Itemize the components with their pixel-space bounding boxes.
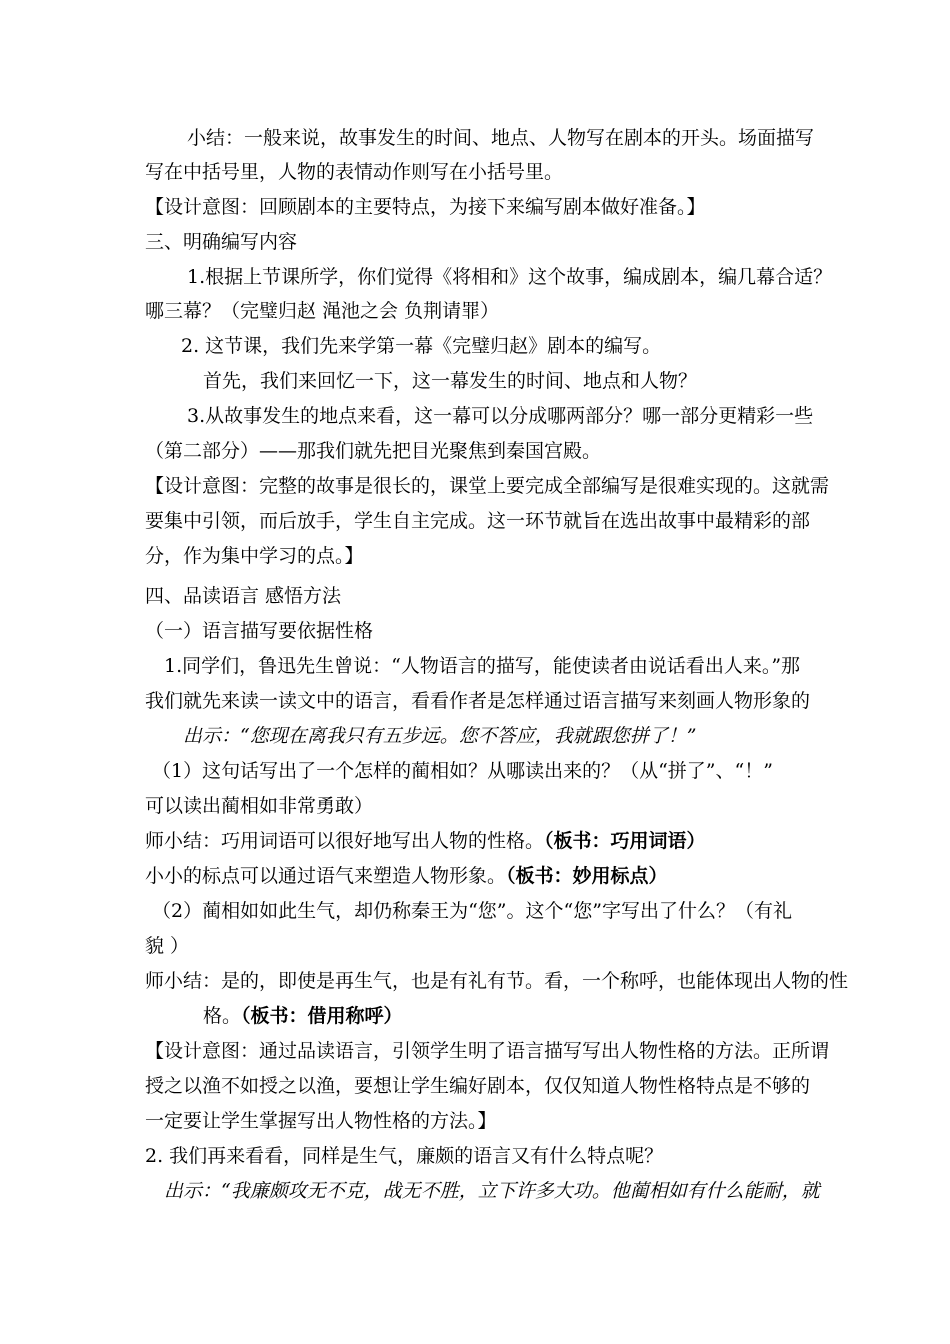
- teacher-summary-1: [145, 829, 706, 853]
- teacher-summary-3-line-2: [203, 1004, 403, 1028]
- design-intent-2-line-2: 要集中引领，而后放手，学生自主完成。这一环节就旨在选出故事中最精彩的部: [145, 510, 811, 532]
- summary-line-2: 写在中括号里，人物的表情动作则写在小括号里。: [145, 161, 564, 183]
- section-3-heading: 三、明确编写内容: [145, 231, 298, 253]
- question-1-line-2: 哪三幕？（完璧归赵 渑池之会 负荆请罪）: [145, 300, 500, 322]
- sub-question-2-line-1: （2）蔺相如如此生气，却仍称秦王为“您”。这个“您”字写出了什么？（有礼: [152, 900, 792, 922]
- item-2: 2. 我们再来看看，同样是生气，廉颇的语言又有什么特点呢？: [145, 1145, 664, 1167]
- item-1-line-1: 1.同学们，鲁迅先生曾说：“人物语言的描写，能使读者由说话看出人来。”那: [164, 655, 801, 677]
- sub-question-2-line-2: 貌 ）: [145, 935, 190, 957]
- design-intent-3-line-1: 【设计意图：通过品读语言，引领学生明了语言描写写出人物性格的方法。正所谓: [145, 1040, 830, 1062]
- design-intent-3-line-2: 授之以渔不如授之以渔，要想让学生编好剧本，仅仅知道人物性格特点是不够的: [145, 1075, 811, 1097]
- summary-line-1: 小结：一般来说，故事发生的时间、地点、人物写在剧本的开头。场面描写: [187, 127, 815, 149]
- question-3-line-2: （第二部分）——那我们就先把目光聚焦到秦国宫殿。: [145, 440, 602, 462]
- design-intent-3-line-3: 一定要让学生掌握写出人物性格的方法。】: [145, 1110, 497, 1132]
- question-2: 2. 这节课，我们先来学第一幕《完璧归赵》剧本的编写。: [181, 335, 662, 357]
- question-2-followup: 首先，我们来回忆一下，这一幕发生的时间、地点和人物？: [203, 370, 698, 392]
- design-intent-2-line-1: 【设计意图：完整的故事是很长的，课堂上要完成全部编写是很难实现的。这就需: [145, 475, 830, 497]
- design-intent-1: 【设计意图：回顾剧本的主要特点，为接下来编写剧本做好准备。】: [145, 196, 706, 218]
- teacher-summary-3-line-1: 师小结：是的，即使是再生气，也是有礼有节。看，一个称呼，也能体现出人物的性: [145, 970, 849, 992]
- board-note-2: （板书：妙用标点）: [506, 865, 668, 887]
- teacher-summary-2: [145, 864, 668, 888]
- design-intent-2-line-3: 分，作为集中学习的点。】: [145, 545, 364, 567]
- quote-display-2: 出示：“我廉颇攻无不克，战无不胜，立下许多大功。他蔺相如有什么能耐，就: [164, 1180, 820, 1202]
- sub-question-1-line-1: （1）这句话写出了一个怎样的蔺相如？从哪读出来的？（从“拼了”、“！”: [152, 760, 773, 782]
- quote-display-1: 出示：“您现在离我只有五步远。您不答应，我就跟您拼了！”: [183, 725, 697, 747]
- subsection-1-heading: （一）语言描写要依据性格: [145, 620, 374, 642]
- board-note-1: （板书：巧用词语）: [544, 830, 706, 852]
- item-1-line-2: 我们就先来读一读文中的语言，看看作者是怎样通过语言描写来刻画人物形象的: [145, 690, 811, 712]
- question-1-line-1: 1.根据上节课所学，你们觉得《将相和》这个故事，编成剧本，编几幕合适？: [187, 266, 833, 288]
- teacher-summary-1-text: 师小结：巧用词语可以很好地写出人物的性格。: [145, 830, 545, 852]
- question-3-line-1: 3.从故事发生的地点来看，这一幕可以分成哪两部分？哪一部分更精彩一些: [187, 405, 814, 427]
- teacher-summary-2-text: 小小的标点可以通过语气来塑造人物形象。: [145, 865, 507, 887]
- sub-question-1-line-2: 可以读出蔺相如非常勇敢）: [145, 795, 374, 817]
- teacher-summary-3-text: 格。: [203, 1005, 242, 1027]
- section-4-heading: 四、品读语言 感悟方法: [145, 585, 342, 607]
- board-note-3: （板书：借用称呼）: [241, 1005, 403, 1027]
